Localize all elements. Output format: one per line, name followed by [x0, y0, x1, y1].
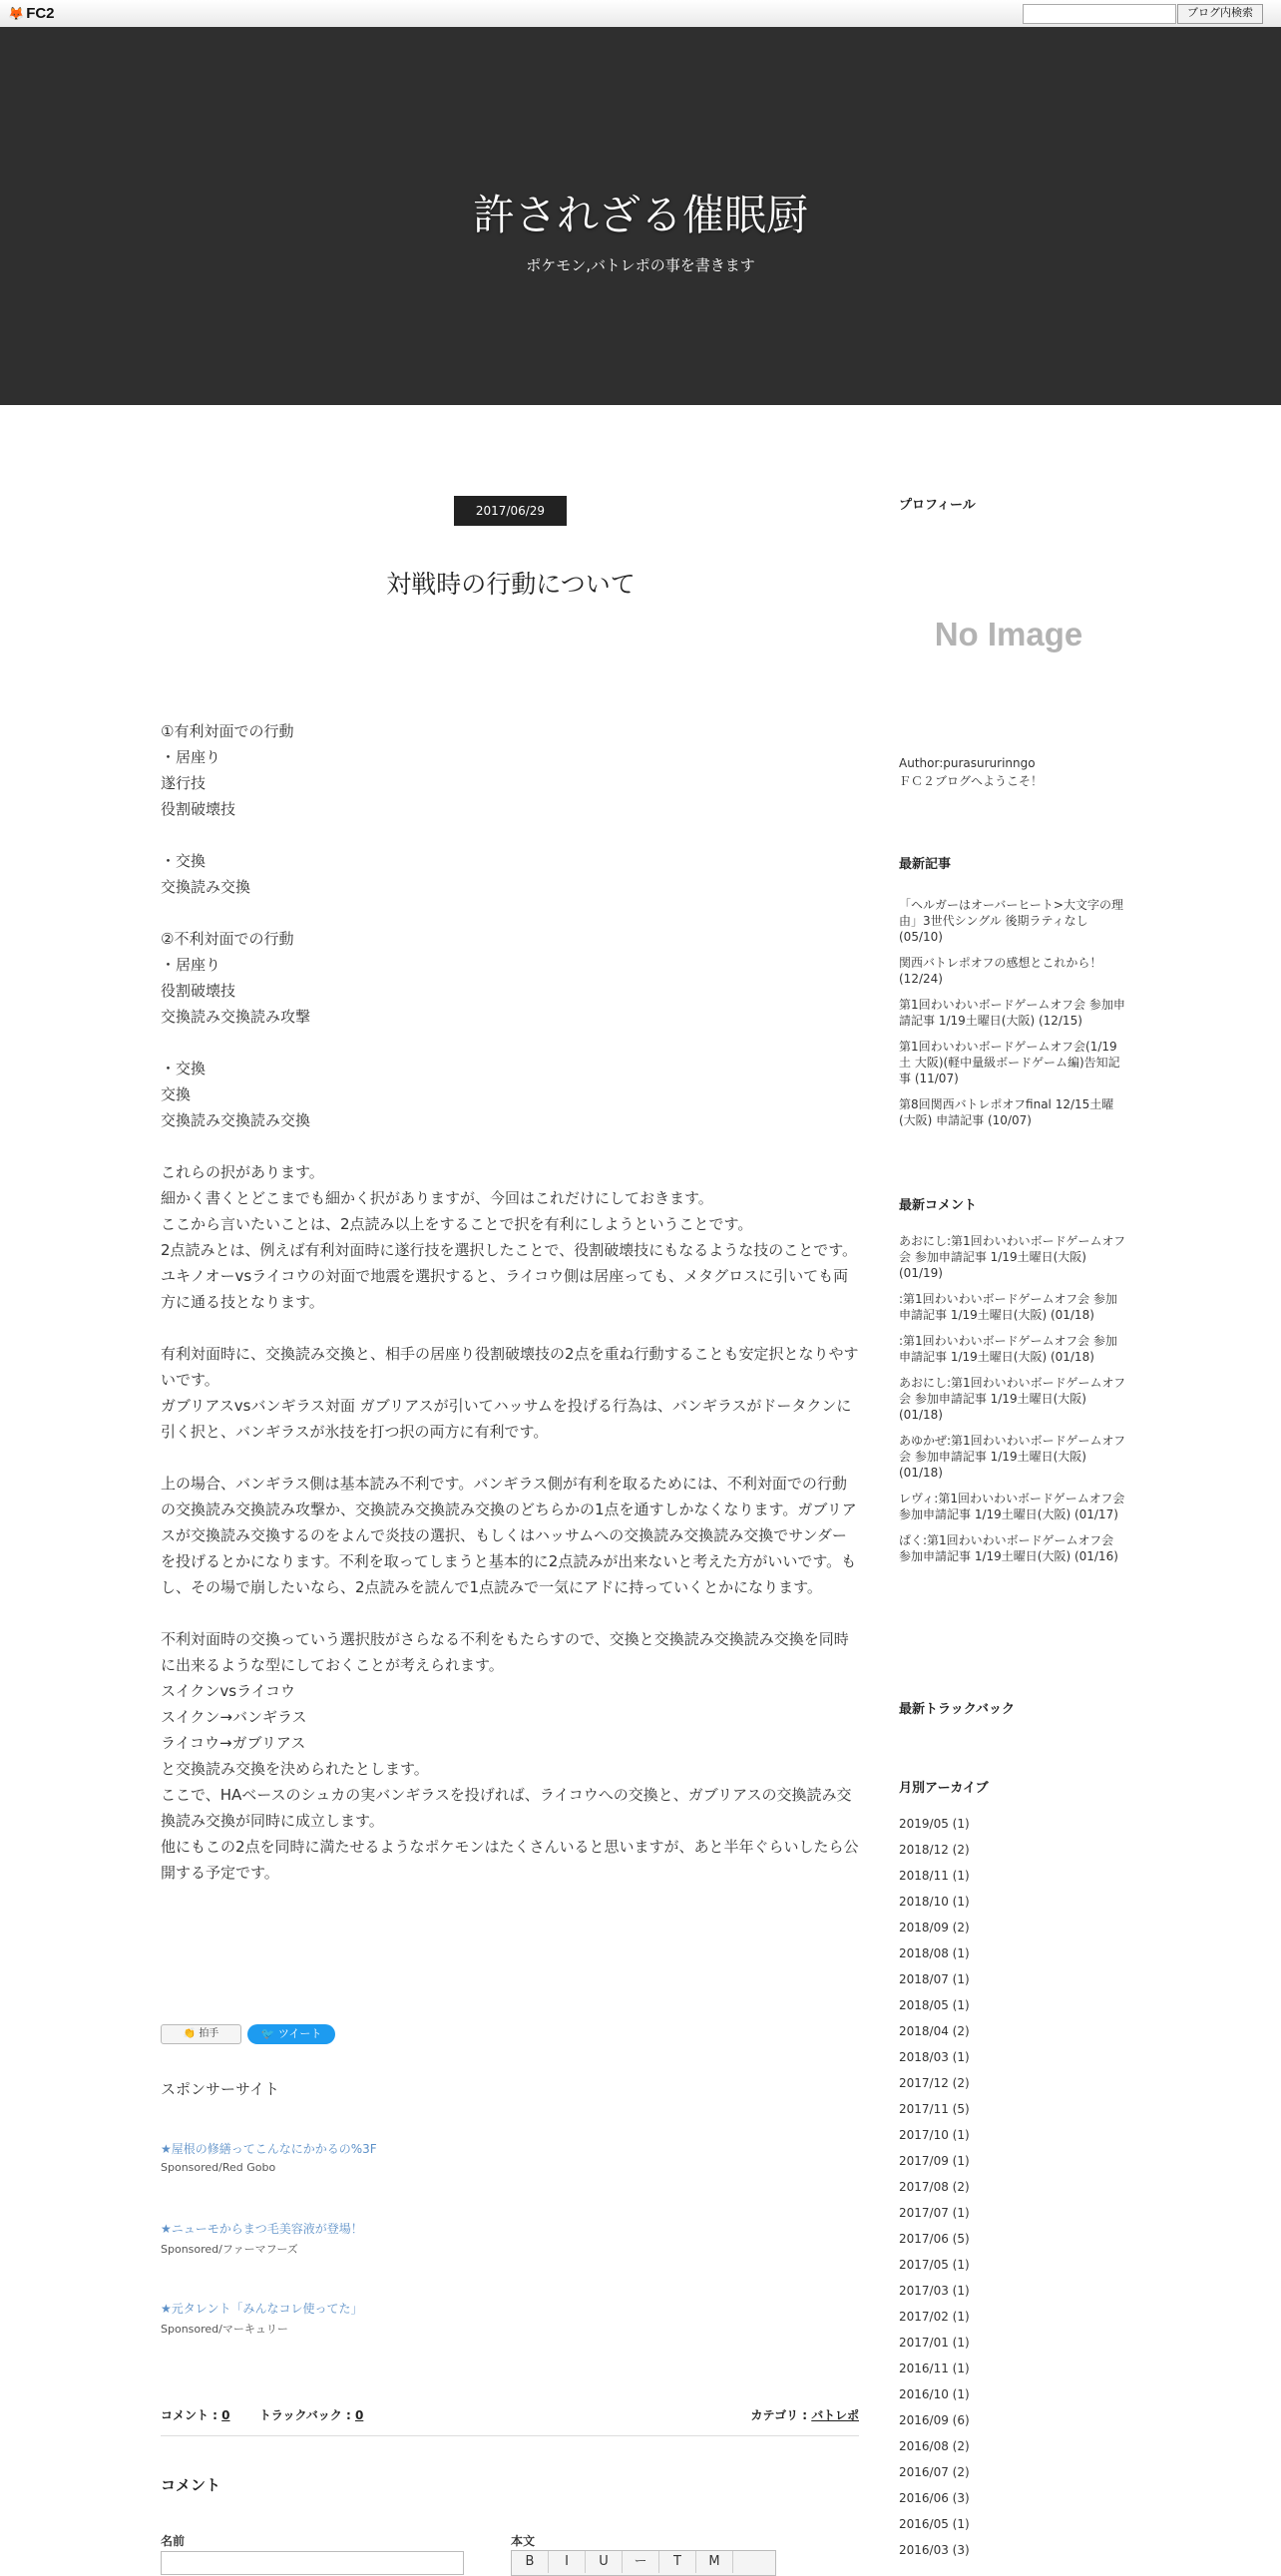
archive-link[interactable]: 2016/07 (2): [899, 2465, 970, 2479]
font-button[interactable]: T: [659, 2551, 696, 2573]
ad-sponsor: Sponsored/ファーマフーズ: [161, 2243, 298, 2256]
ad-title[interactable]: ★屋根の修繕ってこんなにかかるの%3F: [161, 2142, 377, 2156]
profile-heading: プロフィール: [899, 498, 976, 513]
bold-button[interactable]: B: [512, 2551, 549, 2573]
entry-paragraph: これらの択があります。 細かく書くとどこまでも細かく択がありますが、今回はこれだけにしておきます。 ここから言いたいことは、2点読み以上をすることで択を有利にしようということです。 2点読みとは、例えば有利対面時に遂行技を選択したことで、役割破壊技にもなるような技のことです。 ユキノオーvsライコウの対面で地震を選択すると、ライコウ側は居座っても、メタグロスに引いても両方に通る技となります。: [161, 1163, 858, 1311]
archive-link[interactable]: 2017/02 (1): [899, 2310, 970, 2324]
archive-link[interactable]: 2016/05 (1): [899, 2517, 970, 2531]
archive-link[interactable]: 2017/06 (5): [899, 2232, 970, 2246]
profile-avatar: No Image: [934, 616, 1083, 652]
recent-entry-link[interactable]: 第1回わいわいボードゲームオフ会(1/19土 大阪)(軽中量級ボードゲーム編)告知記事 (11/07): [899, 1040, 1120, 1085]
sponsored-ad[interactable]: [161, 2220, 859, 2257]
profile-info: [899, 754, 1128, 790]
blog-search-input[interactable]: [1023, 4, 1176, 24]
archive-link[interactable]: 2017/11 (5): [899, 2102, 970, 2116]
archive-link[interactable]: 2018/07 (1): [899, 1972, 970, 1986]
tweet-button[interactable]: [247, 2024, 335, 2044]
underline-button[interactable]: U: [586, 2551, 623, 2573]
sponsored-ad[interactable]: [161, 2300, 859, 2337]
recent-entry-link[interactable]: 「ヘルガーはオーバーヒート>大文字の理由」3世代シングル 後期ラティなし (05/10): [899, 898, 1123, 944]
blog-description: ポケモン,バトレポの事を書きます: [526, 256, 755, 274]
entry-paragraph: 不利対面時の交換っていう選択肢がさらなる不利をもたらすので、交換と交換読み交換読み交換を同時に出来るような型にしておくことが考えられます。 スイクンvsライコウ スイクン→バンギラス ライコウ→ガブリアス と交換読み交換を決められたとします。 ここで、HAベースのシュカの実バンギラスを投げれば、ライコウへの交換と、ガブリアスの交換読み交換読み交換が同時に成立します。 他にもこの2点を同時に満たせるようなポケモンはたくさんいると思いますが、あと半年ぐらいしたら公開する予定です。: [161, 1630, 859, 1882]
entry-paragraph: ・交換 交換読み交換: [161, 852, 251, 896]
ad-sponsor: Sponsored/マーキュリー: [161, 2323, 288, 2336]
recent-comment-link[interactable]: レヴィ:第1回わいわいボードゲームオフ会 参加申請記事 1/19土曜日(大阪) (01/17): [899, 1492, 1125, 1521]
sponsor-heading: スポンサーサイト: [161, 2080, 279, 2098]
archive-link[interactable]: 2019/05 (1): [899, 1817, 970, 1831]
archive-link[interactable]: 2018/08 (1): [899, 1946, 970, 1960]
profile-author: Author:purasururinngo: [899, 756, 1036, 770]
sidebar-recent-comments: [899, 1194, 1128, 1574]
recent-entries-list: [899, 897, 1128, 1128]
entry-paragraph: 有利対面時に、交換読み交換と、相手の居座り役割破壊技の2点を重ね行動することも安定択となりやすいです。 ガブリアスvsバンギラス対面 ガブリアスが引いてハッサムを投げる行為は、バンギラスがドータクンに引く択と、バンギラスが氷技を打つ択の両方に有利です。: [161, 1345, 859, 1441]
entry-body: [161, 718, 859, 1912]
archives-list: [899, 1816, 1128, 2558]
italic-button[interactable]: I: [549, 2551, 586, 2573]
recent-comment-link[interactable]: :第1回わいわいボードゲームオフ会 参加申請記事 1/19土曜日(大阪) (01/18): [899, 1292, 1117, 1322]
archive-link[interactable]: 2016/09 (6): [899, 2413, 970, 2427]
recent-comment-link[interactable]: ぱく:第1回わいわいボードゲームオフ会 参加申請記事 1/19土曜日(大阪) (01/16): [899, 1533, 1118, 1563]
archive-link[interactable]: 2017/08 (2): [899, 2180, 970, 2194]
trackback-count-label: トラックバック :: [258, 2408, 355, 2422]
recent-entries-heading: 最新記事: [899, 857, 952, 872]
divider: [161, 2435, 859, 2436]
comment-form-heading: コメント: [161, 2476, 221, 2494]
entry-paragraph: ②不利対面での行動 ・居座り 役割破壊技 交換読み交換読み攻撃: [161, 930, 311, 1026]
sidebar-recent-entries: [899, 853, 1128, 1138]
archive-link[interactable]: 2017/12 (2): [899, 2076, 970, 2090]
entry-paragraph: 上の場合、バンギラス側は基本読み不利です。バンギラス側が有利を取るためには、不利対面での行動の交換読み交換読み攻撃か、交換読み交換読み交換のどちらかの1点を通すしかなくなります。ガブリアスが交換読み交換するのをよんで炎技の選択、もしくはハッサムへの交換読み交換読み交換でサンダーを投げるとかになります。不利を取ってしまうと基本的に2点読みが出来ないと考えた方がいいです。もし、その場で崩したいなら、2点読みを読んで1点読みで一気にアドに持っていくとかになります。: [161, 1475, 857, 1596]
name-input[interactable]: [161, 2551, 464, 2575]
name-label: 名前: [161, 2534, 186, 2548]
sponsored-ad[interactable]: [161, 2140, 859, 2174]
recent-entry-link[interactable]: 関西バトレポオフの感想とこれから！ (12/24): [899, 956, 1102, 986]
strike-button[interactable]: ー: [623, 2551, 659, 2573]
archive-link[interactable]: 2018/12 (2): [899, 1843, 970, 1857]
trackback-count-link[interactable]: 0: [354, 2408, 364, 2422]
tweet-label: ツイート: [277, 2027, 322, 2040]
twitter-bird-icon: 🐦: [260, 2027, 275, 2040]
archive-link[interactable]: 2018/03 (1): [899, 2050, 970, 2064]
archive-link[interactable]: 2017/01 (1): [899, 2336, 970, 2350]
archive-link[interactable]: 2017/05 (1): [899, 2258, 970, 2272]
entry-paragraph: ・交換 交換 交換読み交換読み交換: [161, 1060, 311, 1129]
archive-link[interactable]: 2018/09 (2): [899, 1921, 970, 1934]
comment-count-link[interactable]: 0: [221, 2408, 230, 2422]
recent-comment-link[interactable]: あおにし:第1回わいわいボードゲームオフ会 参加申請記事 1/19土曜日(大阪) (01/18): [899, 1376, 1126, 1422]
profile-welcome: ＦＣ２ブログへようこそ！: [899, 774, 1044, 788]
more-button[interactable]: M: [696, 2551, 733, 2573]
category-link[interactable]: バトレポ: [811, 2408, 859, 2422]
ad-title[interactable]: ★ニューモからまつ毛美容液が登場！: [161, 2222, 363, 2236]
category-label: カテゴリ :: [750, 2408, 812, 2422]
archive-link[interactable]: 2016/08 (2): [899, 2439, 970, 2453]
entry-title[interactable]: 対戦時の行動について: [386, 570, 636, 599]
body-label: 本文: [511, 2534, 536, 2548]
archive-link[interactable]: 2017/10 (1): [899, 2128, 970, 2142]
archive-link[interactable]: 2017/09 (1): [899, 2154, 970, 2168]
archive-link[interactable]: 2016/06 (3): [899, 2491, 970, 2505]
entry-footer-meta: [161, 2406, 859, 2426]
recent-comment-link[interactable]: あゆかぜ:第1回わいわいボードゲームオフ会 参加申請記事 1/19土曜日(大阪) (01/18): [899, 1434, 1126, 1480]
ad-title[interactable]: ★元タレント「みんなコレ使ってた」: [161, 2302, 363, 2316]
ad-sponsor: Sponsored/Red Gobo: [161, 2161, 276, 2174]
archive-link[interactable]: 2018/05 (1): [899, 1998, 970, 2012]
fc2-fox-icon: 🦊: [8, 6, 25, 21]
comment-count-label: コメント :: [161, 2408, 222, 2422]
archive-link[interactable]: 2018/11 (1): [899, 1869, 970, 1883]
recent-comment-link[interactable]: :第1回わいわいボードゲームオフ会 参加申請記事 1/19土曜日(大阪) (01/18): [899, 1334, 1117, 1364]
archives-heading: 月別アーカイブ: [899, 1781, 989, 1796]
archive-link[interactable]: 2016/10 (1): [899, 2387, 970, 2401]
recent-comment-link[interactable]: あおにし:第1回わいわいボードゲームオフ会 参加申請記事 1/19土曜日(大阪) (01/19): [899, 1234, 1126, 1280]
comment-format-toolbar: [511, 2550, 776, 2576]
archive-link[interactable]: 2016/03 (3): [899, 2543, 970, 2557]
archive-link[interactable]: 2018/04 (2): [899, 2024, 970, 2038]
fc2-logo[interactable]: [8, 5, 55, 22]
trackbacks-heading: 最新トラックバック: [899, 1702, 1015, 1717]
recent-comments-heading: 最新コメント: [899, 1198, 978, 1213]
archive-link[interactable]: 2017/07 (1): [899, 2206, 970, 2220]
clap-button[interactable]: [161, 2024, 241, 2044]
fc2-logo-text: FC2: [26, 5, 55, 22]
entry-paragraph: ①有利対面での行動 ・居座り 遂行技 役割破壊技: [161, 722, 294, 818]
clap-label: 拍手: [199, 2028, 219, 2039]
recent-entry-link[interactable]: 第1回わいわいボードゲームオフ会 参加申請記事 1/19土曜日(大阪) (12/15): [899, 998, 1125, 1028]
entry-date: 2017/06/29: [454, 496, 567, 526]
archive-link[interactable]: 2018/10 (1): [899, 1895, 970, 1909]
clap-icon: 👏: [183, 2028, 197, 2039]
fc2-toolbar: [0, 0, 1281, 28]
sidebar-trackbacks: [899, 1698, 1128, 1717]
blog-search-button[interactable]: ブログ内検索: [1177, 4, 1263, 24]
blog-title[interactable]: 許されざる催眠厨: [472, 191, 808, 239]
sidebar-profile: [899, 494, 1128, 513]
recent-comments-list: [899, 1233, 1128, 1564]
archive-link[interactable]: 2016/11 (1): [899, 2361, 970, 2375]
archive-link[interactable]: 2017/03 (1): [899, 2284, 970, 2298]
sidebar-archives: [899, 1777, 1128, 2568]
recent-entry-link[interactable]: 第8回関西バトレポオフfinal 12/15土曜(大阪) 申請記事 (10/07): [899, 1097, 1114, 1127]
